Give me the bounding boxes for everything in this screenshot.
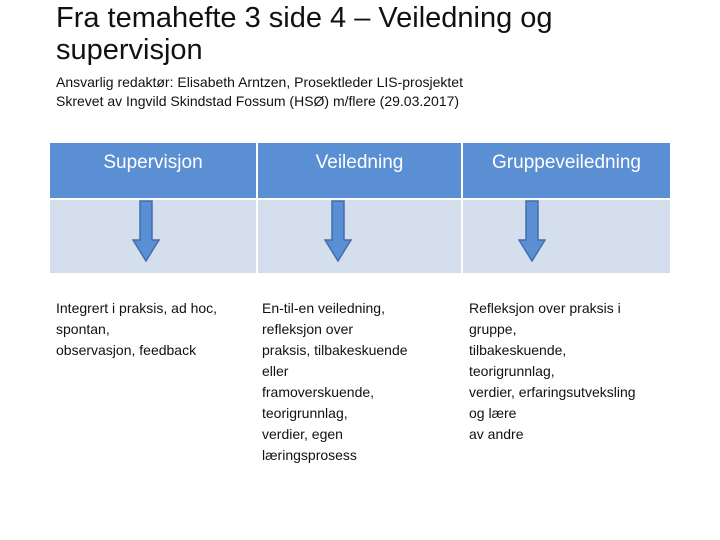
header-supervisjon <box>50 143 256 198</box>
subtitle-editor-line: Ansvarlig redaktør: Elisabeth Arntzen, Prosektleder LIS-prosjektet <box>56 74 463 90</box>
comparison-table <box>50 143 670 273</box>
description-line: praksis, tilbakeskuende <box>262 342 408 358</box>
description-line: Refleksjon over praksis i <box>469 300 621 316</box>
description-line: teorigrunnlag, <box>469 363 555 379</box>
description-line: framoverskuende, <box>262 384 375 400</box>
supervisjon-description <box>56 298 217 361</box>
header-veiledning-label: Veiledning <box>315 152 404 173</box>
description-line: En-til-en veiledning, <box>262 300 385 316</box>
description-line: av andre <box>469 426 524 442</box>
description-line: verdier, erfaringsutveksling <box>469 384 636 400</box>
description-line: eller <box>262 363 289 379</box>
subtitle-author-line: Skrevet av Ingvild Skindstad Fossum (HSØ) m/flere (29.03.2017) <box>56 93 460 109</box>
header-gruppeveiledning-label: Gruppeveiledning <box>492 152 641 173</box>
header-veiledning <box>258 143 461 198</box>
veiledning-description <box>262 298 408 466</box>
gruppeveiledning-description <box>469 298 636 445</box>
header-supervisjon-label: Supervisjon <box>103 152 203 173</box>
description-line: spontan, <box>56 321 110 337</box>
description-line: observasjon, feedback <box>56 342 197 358</box>
arrow-down-icon <box>132 200 160 262</box>
description-line: læringsprosess <box>262 447 357 463</box>
arrow-cell-veiledning <box>258 200 461 273</box>
description-line: Integrert i praksis, ad hoc, <box>56 300 218 316</box>
arrow-down-icon <box>518 200 546 262</box>
title-line-2: supervisjon <box>56 34 203 66</box>
arrow-cell-gruppeveiledning <box>463 200 670 273</box>
header-gruppeveiledning <box>463 143 670 198</box>
slide-title <box>56 2 696 66</box>
description-line: og lære <box>469 405 517 421</box>
description-line: verdier, egen <box>262 426 343 442</box>
title-line-1: Fra temahefte 3 side 4 – Veiledning og <box>56 2 553 34</box>
arrow-down-icon <box>324 200 352 262</box>
description-line: gruppe, <box>469 321 517 337</box>
slide-subtitle <box>56 73 696 111</box>
description-line: refleksjon over <box>262 321 354 337</box>
description-line: tilbakeskuende, <box>469 342 567 358</box>
description-line: teorigrunnlag, <box>262 405 348 421</box>
